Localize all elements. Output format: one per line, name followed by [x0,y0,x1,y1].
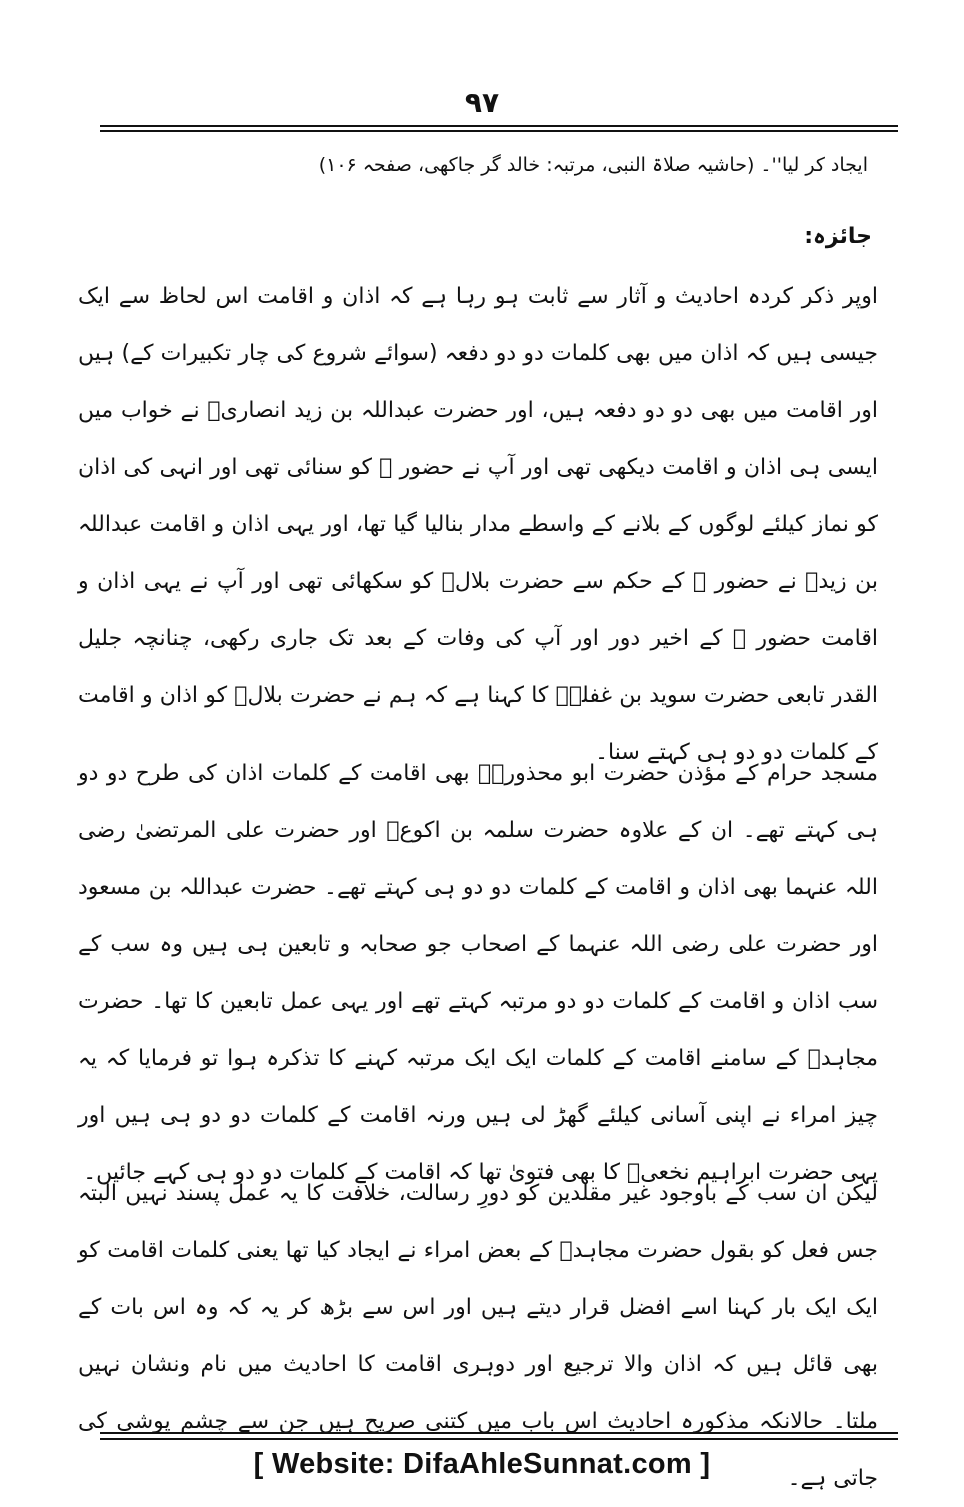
header-rule-upper [100,125,898,127]
section-heading: جائزہ: [804,224,872,249]
website-footer: [ Website: DifaAhleSunnat.com ] [253,1448,711,1480]
paragraph-3: لیکن ان سب کے باوجود غیر مقلدین کو دورِ رسالت، خلافت کا یہ عمل پسند نہیں البتہ جس فعل کو بقول حضرت مجاہدؒ کے بعض امراء نے ایجاد کیا تھا یعنی کلمات اقامت کو ایک ایک بار کہنا اسے افضل قرار دیتے ہیں اور اس سے بڑھ کر یہ کہ وہ اس بات کے بھی قائل ہیں کہ اذان والا ترجیع اور دوہری اقامت کا احادیث میں نام ونشان نہیں ملتا۔ حالانکہ مذکورہ احادیث اس باب میں کتنی صریح ہیں جن سے چشم پوشی کی جاتی ہے۔ [78,1181,878,1491]
footer-rule-lower [100,1438,898,1440]
paragraph-2: مسجد حرام کے مؤذن حضرت ابو محذورہؓ بھی اقامت کے کلمات اذان کی طرح دو دو ہی کہتے تھے۔ ان کے علاوہ حضرت سلمہ بن اکوعؓ اور حضرت علی المرتضیٰ رضی اللہ عنہما بھی اذان و اقامت کے کلمات دو دو ہی کہتے تھے۔ حضرت عبداللہ بن مسعود اور حضرت علی رضی اللہ عنہما کے اصحاب جو صحابہ و تابعین ہی ہیں وہ سب کے سب اذان و اقامت کے کلمات دو دو مرتبہ کہتے تھے اور یہی عمل تابعین کا تھا۔ حضرت مجاہدؒ کے سامنے اقامت کے کلمات ایک ایک مرتبہ کہنے کا تذکرہ ہوا تو فرمایا کہ یہ چیز امراء نے اپنی آسانی کیلئے گھڑ لی ہیں ورنہ اقامت کے کلمات دو دو ہی ہیں اور یہی حضرت ابراہیم نخعیؒ کا بھی فتویٰ تھا کہ اقامت کے کلمات دو دو ہی کہے جائیں۔ [78,761,878,1185]
footer-rule-upper [100,1432,898,1434]
page-number: ۹۷ [464,86,500,119]
paragraph-1: اوپر ذکر کردہ احادیث و آثار سے ثابت ہو رہا ہے کہ اذان و اقامت اس لحاظ سے ایک جیسی ہیں کہ اذان میں بھی کلمات دو دو دفعہ (سوائے شروع کی چار تکبیرات کے) ہیں اور اقامت میں بھی دو دو دفعہ ہیں، اور حضرت عبداللہ بن زید انصاریؓ نے خواب میں ایسی ہی اذان و اقامت دیکھی تھی اور آپ نے حضور ﷺ کو سنائی تھی اور انہی کی اذان کو نماز کیلئے لوگوں کے بلانے کے واسطے مدار بنالیا گیا تھا، اور یہی اذان و اقامت عبداللہ بن زیدؓ نے حضور ﷺ کے حکم سے حضرت بلالؓ کو سکھائی تھی اور آپ نے یہی اذان و اقامت حضور ﷺ کے اخیر دور اور آپ کی وفات کے بعد تک جاری رکھی، چنانچہ جلیل القدر تابعی حضرت سوید بن غفلہؒ کا کہنا ہے کہ ہم نے حضرت بلالؓ کو اذان و اقامت کے کلمات دو دو ہی کہتے سنا۔ [78,284,878,765]
reference-line: ایجاد کر لیا''۔ (حاشیہ صلاۃ النبی، مرتبہ: خالد گر جاکھی، صفحہ ۱۰۶) [318,154,868,176]
header-rule-lower [100,130,898,132]
